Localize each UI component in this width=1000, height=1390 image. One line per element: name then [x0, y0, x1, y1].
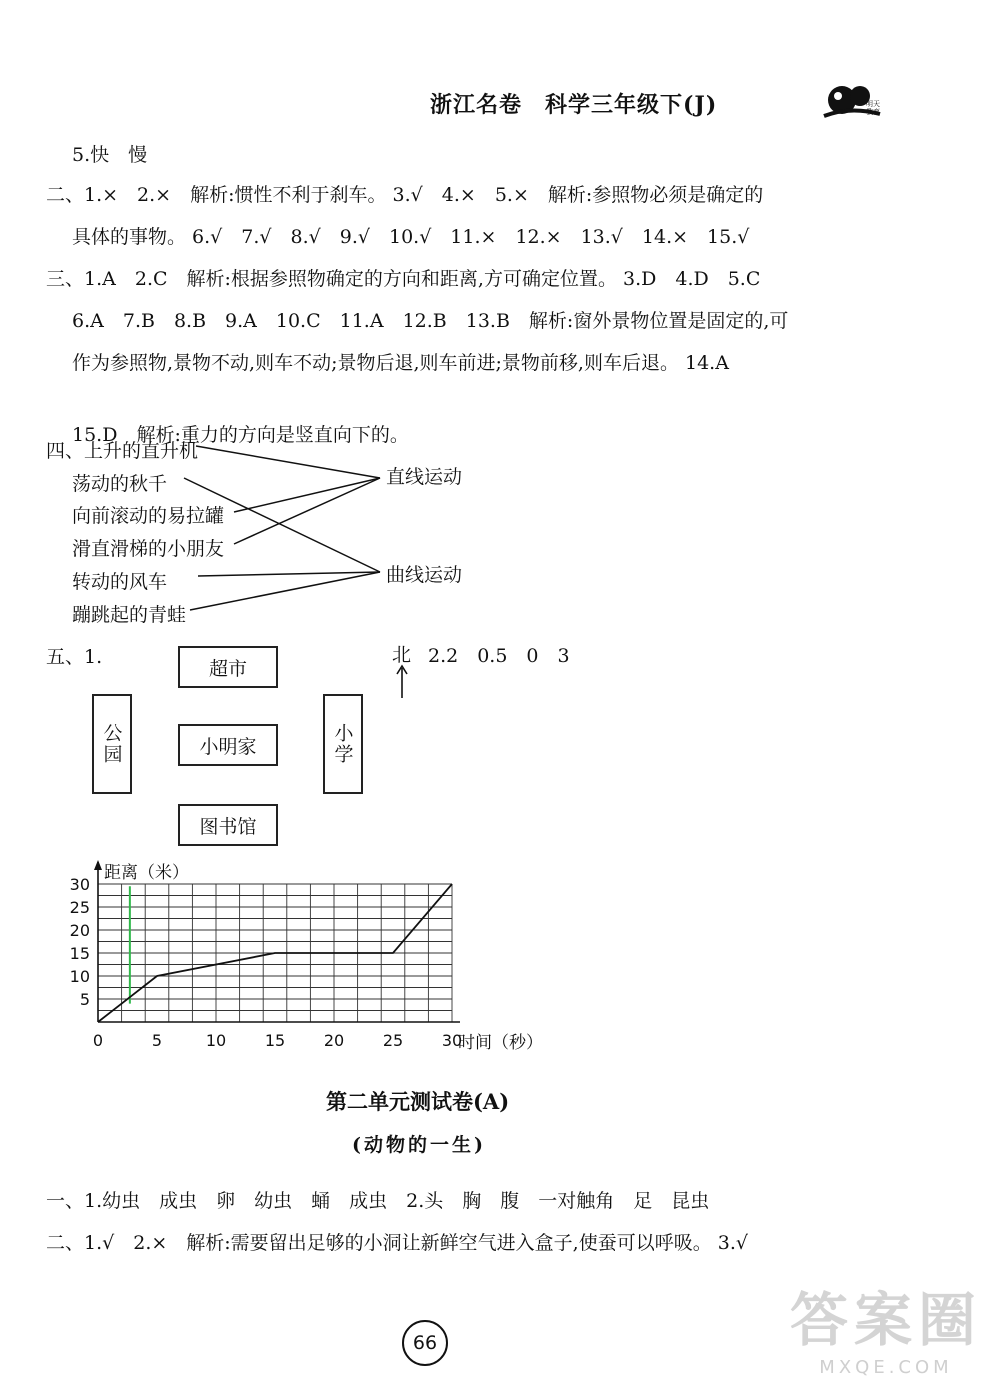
- matching-right-item: 直线运动: [386, 466, 463, 488]
- watermark-main: 答案圈: [789, 1286, 982, 1354]
- north-arrow-icon: [392, 664, 412, 700]
- matching-left-item: 转动的风车: [72, 571, 168, 593]
- answer-line: 具体的事物。 6.√ 7.√ 8.√ 9.√ 10.√ 11.× 12.× 13.√ 14.× 15.√: [72, 226, 750, 248]
- match-line: [234, 478, 380, 512]
- answer-line: 15.D 解析:重力的方向是竖直向下的。: [72, 424, 409, 446]
- matching-lines: [0, 0, 1000, 640]
- box-supermarket: 超市: [178, 646, 278, 688]
- box-park: 公园: [92, 694, 132, 794]
- y-axis-arrow-icon: [94, 860, 102, 870]
- answer-line: 作为参照物,景物不动,则车不动;景物后退,则车前进;景物前移,则车后退。 14.A: [72, 352, 729, 374]
- x-tick-label: 5: [151, 1031, 163, 1050]
- matching-left-item: 滑直滑梯的小朋友: [72, 538, 225, 560]
- page-header-title: 浙江名卷 科学三年级下(J): [430, 92, 718, 118]
- answer-line: 6.A 7.B 8.B 9.A 10.C 11.A 12.B 13.B 解析:窗外景物位置是固定的,可: [72, 310, 789, 332]
- unit2-answer-line: 一、1.幼虫 成虫 卵 幼虫 蛹 成虫 2.头 胸 腹 一对触角 足 昆虫: [46, 1190, 710, 1212]
- matching-left-item: 蹦跳起的青蛙: [72, 604, 187, 626]
- watermark-sub: MXQE.COM: [819, 1357, 953, 1378]
- page-number: 66: [402, 1320, 448, 1366]
- match-line: [198, 572, 380, 576]
- x-tick-label: 25: [382, 1031, 404, 1050]
- x-tick-label: 15: [264, 1031, 286, 1050]
- distance-time-chart: [60, 856, 580, 1066]
- matching-left-item: 四、上升的直升机: [46, 440, 199, 462]
- y-tick-label: 5: [79, 990, 90, 1009]
- x-tick-label: 30: [441, 1031, 463, 1050]
- north-label: 北: [392, 644, 412, 666]
- unit2-title: 第二单元测试卷(A): [326, 1089, 510, 1114]
- match-line: [196, 446, 380, 478]
- box-school: 小学: [323, 694, 363, 794]
- x-tick-label: 10: [205, 1031, 227, 1050]
- x-tick-label: 0: [92, 1031, 104, 1050]
- y-tick-label: 15: [69, 944, 90, 963]
- answer-line: 二、1.× 2.× 解析:惯性不利于刹车。 3.√ 4.× 5.× 解析:参照物必须是确定的: [46, 184, 764, 206]
- matching-left-item: 荡动的秋千: [72, 473, 168, 495]
- section5-label: 五、1.: [46, 646, 103, 668]
- y-tick-label: 25: [69, 898, 90, 917]
- x-tick-label: 20: [323, 1031, 345, 1050]
- unit2-answer-line: 二、1.√ 2.× 解析:需要留出足够的小洞让新鲜空气进入盒子,使蚕可以呼吸。 3.√: [46, 1232, 748, 1254]
- box-library: 图书馆: [178, 804, 278, 846]
- y-tick-label: 30: [69, 875, 90, 894]
- y-tick-label: 10: [69, 967, 90, 986]
- y-axis-label: 距离（米）: [104, 863, 189, 883]
- answer-line: 5.快 慢: [72, 144, 148, 166]
- matching-left-item: 向前滚动的易拉罐: [72, 505, 225, 527]
- answer-line: 三、1.A 2.C 解析:根据参照物确定的方向和距离,方可确定位置。 3.D 4.D 5.C: [46, 268, 761, 290]
- match-line: [234, 478, 380, 544]
- unit2-subtitle: (动物的一生): [352, 1134, 486, 1156]
- y-tick-label: 20: [69, 921, 90, 940]
- answer-2: 2.2 0.5 0 3: [428, 645, 570, 667]
- match-line: [190, 572, 380, 610]
- logo-text: 明天教育: [866, 100, 880, 116]
- watermark: [790, 1273, 982, 1378]
- matching-right-item: 曲线运动: [386, 564, 463, 586]
- x-axis-label: 时间（秒）: [458, 1033, 543, 1053]
- box-home: 小明家: [178, 724, 278, 766]
